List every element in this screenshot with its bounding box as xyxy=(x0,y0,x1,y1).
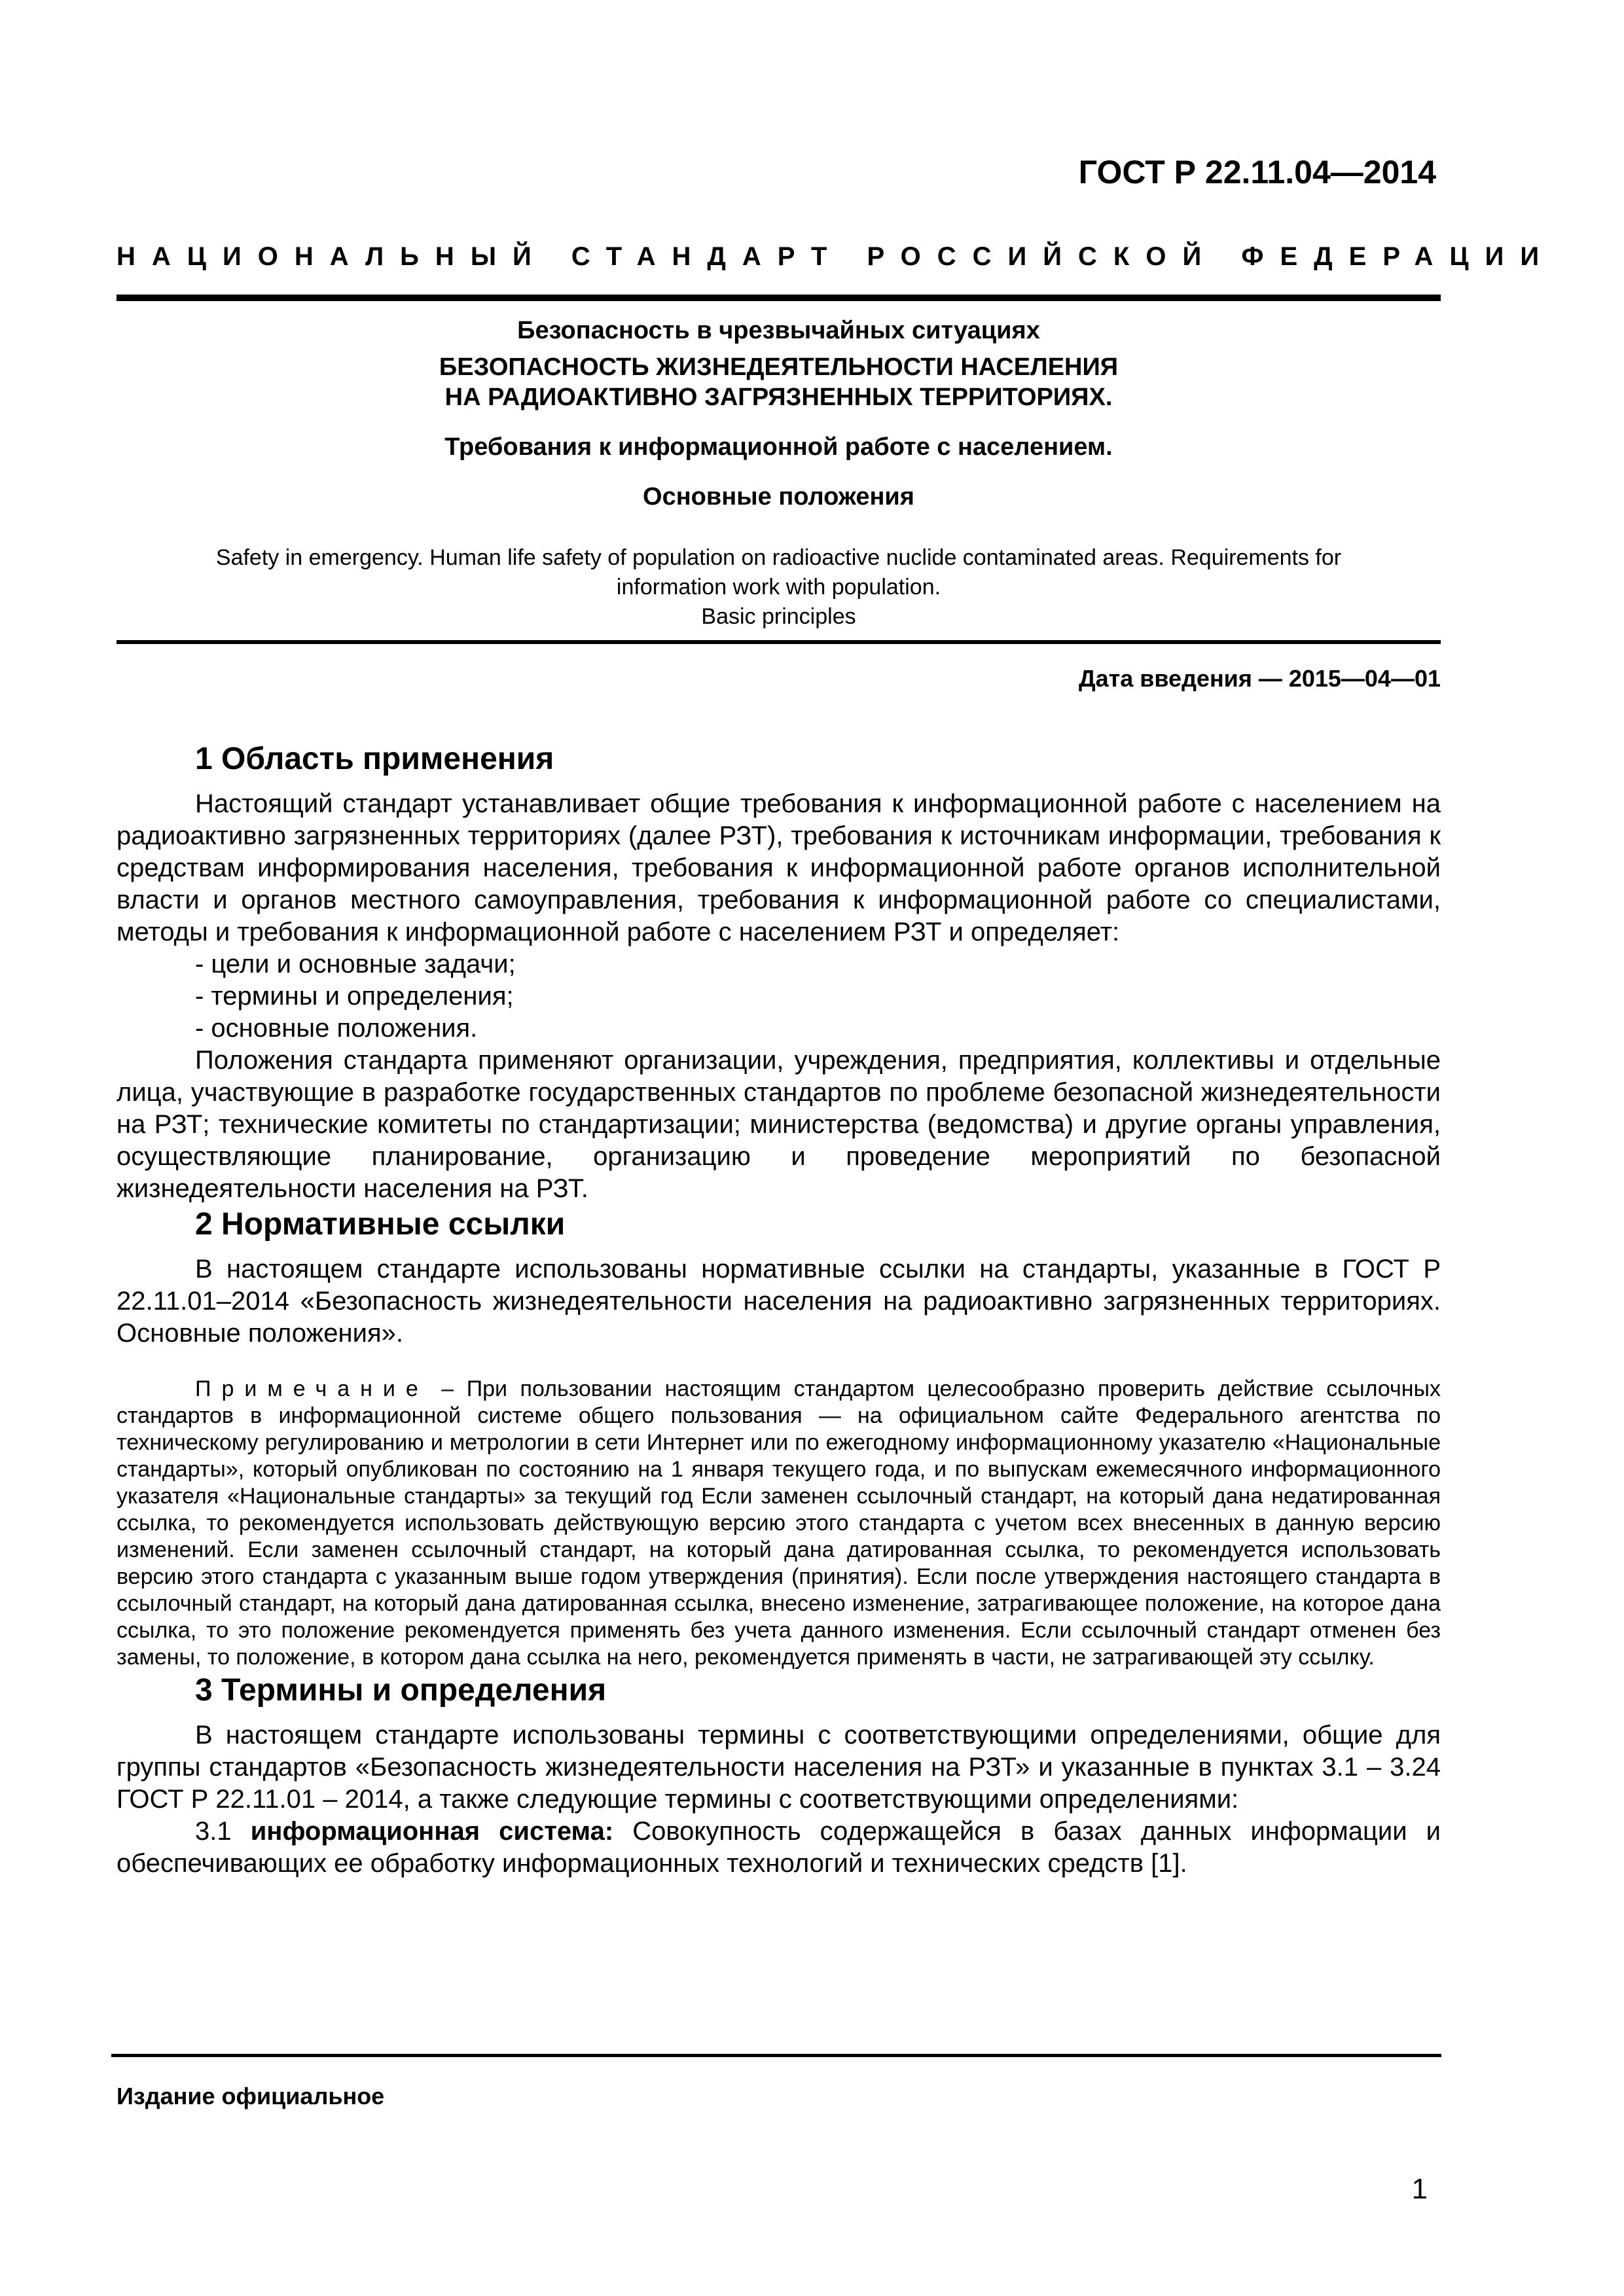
english-title xyxy=(117,543,1441,632)
introduction-date: Дата введения — 2015—04—01 xyxy=(1078,665,1441,692)
document-number: ГОСТ Р 22.11.04—2014 xyxy=(1078,154,1436,190)
section-1-paragraph-1: Настоящий стандарт устанавливает общие требования к информационной работе с населением на радиоактивно загрязненных территориях (далее РЗТ), требования к источникам информации, требования к средствам информирования населения, требования к информационной работе органов исполнительной власти и органов местного самоуправления, требования к информационной работе со специалистами, методы и требования к информационной работе с населением РЗТ и определяет: xyxy=(117,789,1441,946)
section-3-heading: 3 Термины и определения xyxy=(195,1673,607,1708)
title-divider xyxy=(117,640,1441,644)
section-1-heading: 1 Область применения xyxy=(195,742,554,776)
english-title-line2: information work with population. xyxy=(616,575,941,600)
note-label: Примечание xyxy=(195,1376,429,1401)
title-main-line1: БЕЗОПАСНОСТЬ ЖИЗНЕДЕЯТЕЛЬНОСТИ НАСЕЛЕНИЯ xyxy=(439,353,1119,381)
document-title-block xyxy=(117,315,1441,512)
section-3-paragraph-1: В настоящем стандарте использованы термины с соответствующими определениями, общие для группы стандартов «Безопасность жизнедеятельности населения на РЗТ» и указанные в пунктах 3.1 – 3.24 ГОСТ Р 22.11.01 – 2014, а также следующие термины с соответствующими определениями: xyxy=(117,1721,1441,1814)
note-text: – При пользовании настоящим стандартом целесообразно проверить действие ссылочных стандартов в информационной системе общего пользования — на официальном сайте Федерального агентства по техническому регулированию и метрологии в сети Интернет или по ежегодному информационному указателю «Национальные стандарты», который опубликован по состоянию на 1 января текущего года, и по выпускам ежемесячного информационного указателя «Национальные стандарты» за текущий год Если заменен ссылочный стандарт, на который дана недатированная ссылка, то рекомендуется использовать действующую версию этого стандарта с учетом всех внесенных в данную версию изменений. Если заменен ссылочный стандарт, на который дана датированная ссылка, то рекомендуется использовать версию этого стандарта с указанным выше годом утверждения (принятия). Если после утверждения настоящего стандарта в ссылочный стандарт, на который дана датированная ссылка, внесено изменение, затрагивающее положение, на которое дана ссылка, то это положение рекомендуется применять без учета данного изменения. Если ссылочный стандарт отменен без замены, то положение, в котором дана ссылка на него, рекомендуется применять в части, не затрагивающей эту ссылку. xyxy=(117,1376,1441,1670)
section-2-heading: 2 Нормативные ссылки xyxy=(195,1207,566,1242)
normative-note xyxy=(117,1376,1441,1671)
list-item: - термины и определения; xyxy=(195,982,514,1011)
title-requirements: Требования к информационной работе с населением. xyxy=(444,433,1113,461)
title-principles: Основные положения xyxy=(643,483,914,511)
footer-divider xyxy=(111,2054,1441,2057)
list-item: - основные положения. xyxy=(195,1014,478,1043)
term-number: 3.1 xyxy=(195,1817,232,1846)
title-category: Безопасность в чрезвычайных ситуациях xyxy=(517,317,1040,344)
section-1-paragraph-2: Положения стандарта применяют организации, учреждения, предприятия, коллективы и отдельные лица, участвующие в разработке государственных стандартов по проблеме безопасной жизнедеятельности на РЗТ; технические комитеты по стандартизации; министерства (ведомства) и другие органы управления, осуществляющие планирование, организацию и проведение мероприятий по безопасной жизнедеятельности населения на РЗТ. xyxy=(117,1046,1441,1203)
term-definition xyxy=(117,1816,1441,1880)
section-2-paragraph-1: В настоящем стандарте использованы нормативные ссылки на стандарты, указанные в ГОСТ Р 22.11.01–2014 «Безопасность жизнедеятельности населения на радиоактивно загрязненных территориях. Основные положения». xyxy=(117,1255,1441,1348)
list-item: - цели и основные задачи; xyxy=(195,950,516,978)
national-standard-banner: НАЦИОНАЛЬНЫЙ СТАНДАРТ РОССИЙСКОЙ ФЕДЕРАЦИИ xyxy=(117,242,1556,271)
term-name: информационная система: xyxy=(250,1817,614,1846)
header-divider xyxy=(117,295,1441,301)
english-title-line1: Safety in emergency. Human life safety of population on radioactive nuclide contaminated areas. Requirements for xyxy=(215,545,1342,570)
official-edition-label: Издание официальное xyxy=(117,2083,385,2109)
document-body xyxy=(117,740,1441,1880)
title-main-line2: НА РАДИОАКТИВНО ЗАГРЯЗНЕННЫХ ТЕРРИТОРИЯХ. xyxy=(444,384,1113,411)
english-title-line3: Basic principles xyxy=(701,604,856,629)
term-text: Совокупность содержащейся в базах данных информации и обеспечивающих ее обработку информационных технологий и технических средств [1]. xyxy=(117,1817,1441,1878)
page-number: 1 xyxy=(1411,2173,1428,2205)
